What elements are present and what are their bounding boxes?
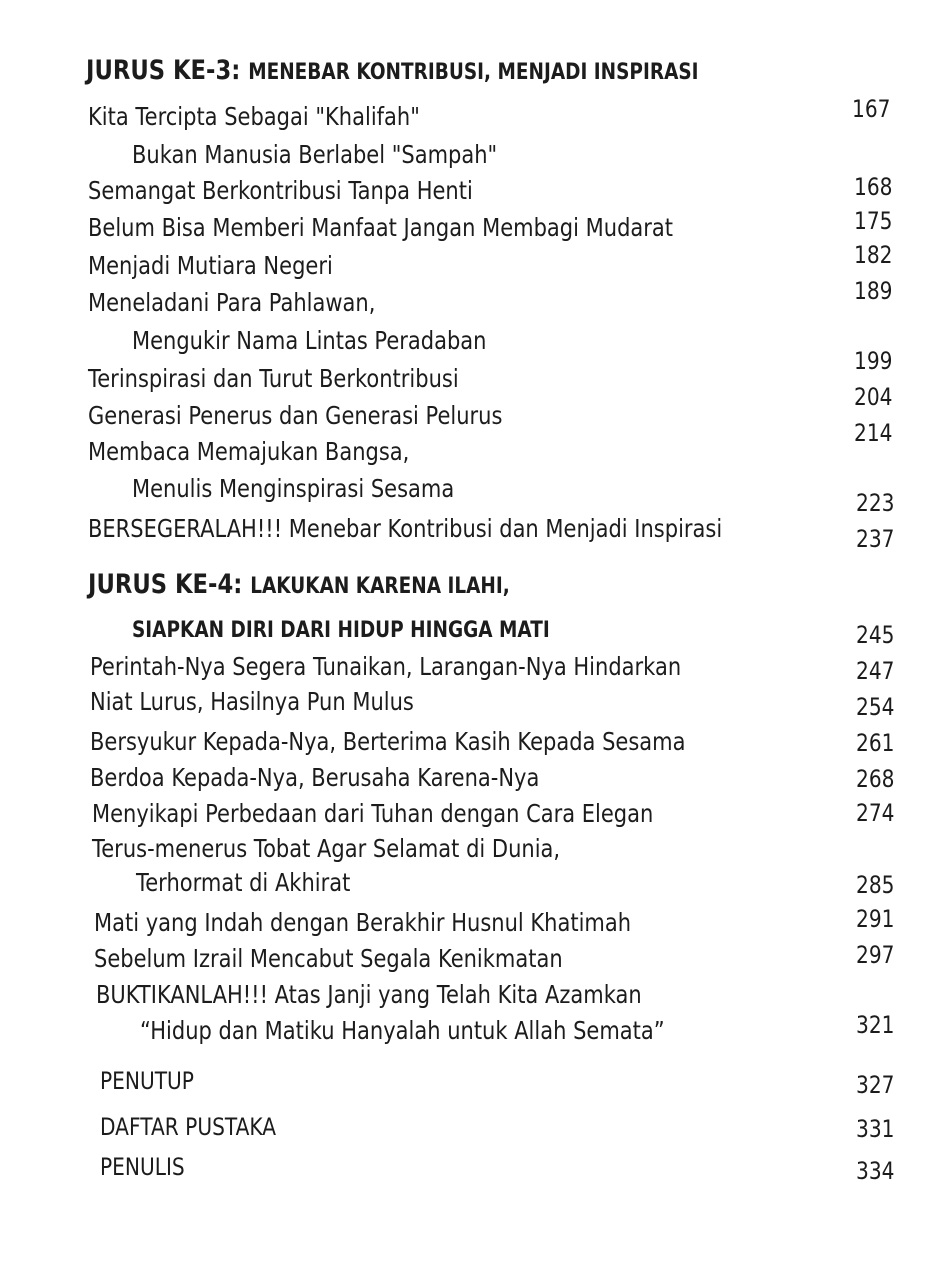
toc-page-number: 261	[856, 729, 895, 757]
toc-entry: Mati yang Indah dengan Berakhir Husnul Khatimah	[94, 908, 632, 937]
toc-page-number: 175	[854, 207, 893, 235]
section-title: MENEBAR KONTRIBUSI, MENJADI INSPIRASI	[248, 60, 699, 85]
toc-page-number: 254	[856, 693, 895, 721]
toc-page-number: 204	[854, 383, 893, 411]
back-matter-entry: DAFTAR PUSTAKA	[100, 1113, 277, 1141]
toc-page-number: 321	[856, 1011, 895, 1039]
section-page-number: 245	[856, 621, 895, 649]
section-page-number: 167	[852, 95, 891, 123]
toc-entry: Menyikapi Perbedaan dari Tuhan dengan Cara Elegan	[92, 799, 654, 828]
back-matter-entry: PENULIS	[100, 1153, 185, 1181]
toc-page-number: 285	[856, 871, 895, 899]
toc-entry-continuation: Terhormat di Akhirat	[136, 868, 351, 897]
toc-entry: Membaca Memajukan Bangsa,	[88, 437, 410, 466]
section-heading	[88, 570, 510, 602]
toc-entry: Berdoa Kepada-Nya, Berusaha Karena-Nya	[90, 763, 540, 792]
section-heading	[86, 56, 699, 88]
back-matter-entry: PENUTUP	[100, 1067, 194, 1095]
toc-entry: Terinspirasi dan Turut Berkontribusi	[88, 364, 459, 393]
toc-page-number: 268	[856, 765, 895, 793]
toc-page-number: 168	[854, 173, 893, 201]
toc-page-number: 182	[854, 241, 893, 269]
toc-page-number: 189	[854, 277, 893, 305]
toc-entry: Kita Tercipta Sebagai "Khalifah"	[88, 102, 420, 131]
toc-entry-continuation: “Hidup dan Matiku Hanyalah untuk Allah Semata”	[140, 1016, 665, 1045]
toc-entry-continuation: Menulis Menginspirasi Sesama	[132, 474, 455, 503]
toc-entry: Menjadi Mutiara Negeri	[88, 251, 333, 280]
toc-entry: Meneladani Para Pahlawan,	[88, 288, 376, 317]
toc-page-number: 247	[856, 657, 895, 685]
toc-entry: Generasi Penerus dan Generasi Pelurus	[88, 401, 503, 430]
toc-page-number: 199	[854, 347, 893, 375]
toc-entry: Bersyukur Kepada-Nya, Berterima Kasih Kepada Sesama	[90, 727, 686, 756]
section-label: JURUS KE-4:	[88, 569, 243, 600]
toc-page-number: 297	[856, 941, 895, 969]
toc-entry: BERSEGERALAH!!! Menebar Kontribusi dan Menjadi Inspirasi	[88, 514, 723, 543]
toc-page-number: 291	[856, 905, 895, 933]
toc-entry-continuation: Mengukir Nama Lintas Peradaban	[132, 326, 487, 355]
toc-page-number: 214	[854, 419, 893, 447]
toc-entry: Sebelum Izrail Mencabut Segala Kenikmatan	[94, 944, 563, 973]
section-title: LAKUKAN KARENA ILAHI,	[250, 574, 510, 599]
toc-entry: Terus-menerus Tobat Agar Selamat di Dunia,	[92, 834, 561, 863]
toc-entry-continuation: Bukan Manusia Berlabel "Sampah"	[132, 140, 498, 169]
toc-page-number: 274	[856, 799, 895, 827]
toc-page-number: 223	[856, 489, 895, 517]
toc-entry: Niat Lurus, Hasilnya Pun Mulus	[90, 687, 414, 716]
toc-page-number: 237	[856, 525, 895, 553]
toc-entry: Belum Bisa Memberi Manfaat Jangan Membagi Mudarat	[88, 213, 674, 242]
toc-entry: Perintah-Nya Segera Tunaikan, Larangan-Nya Hindarkan	[90, 652, 682, 681]
toc-entry: Semangat Berkontribusi Tanpa Henti	[88, 176, 473, 205]
toc-entry: BUKTIKANLAH!!! Atas Janji yang Telah Kita Azamkan	[96, 980, 642, 1009]
section-title-continuation: SIAPKAN DIRI DARI HIDUP HINGGA MATI	[132, 618, 550, 643]
section-label: JURUS KE-3:	[86, 55, 241, 86]
toc-page-number: 327	[856, 1071, 895, 1099]
toc-page-number: 334	[856, 1157, 895, 1185]
section-heading-continuation	[132, 614, 550, 646]
toc-page-number: 331	[856, 1115, 895, 1143]
